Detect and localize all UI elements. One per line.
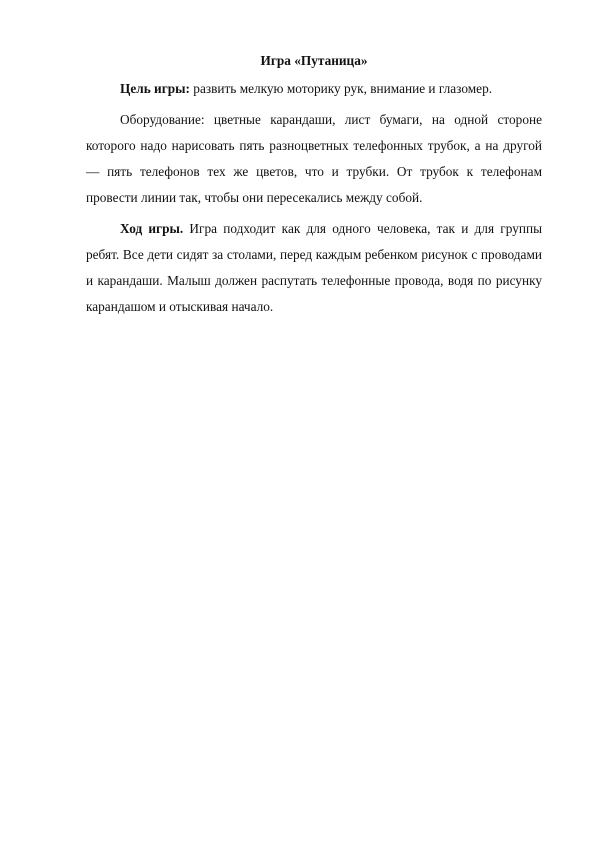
equipment-paragraph: Оборудование: цветные карандаши, лист бумаги, на одной стороне которого надо нарисовать пять разноцветных телефонных трубок, а на другой — пять телефонов тех же цветов, что и трубки. От трубок к телефонам провести линии так, чтобы они пересекались между собой. <box>86 112 542 205</box>
goal-label: Цель игры: <box>120 81 190 96</box>
procedure-text: Игра подходит как для одного человека, так и для группы ребят. Все дети сидят за столами, перед каждым ребенком рисунок с проводами и карандаши. Малыш должен распутать телефонные провода, водя по рисунку карандашом и отыскивая начало. <box>86 221 543 314</box>
document-body <box>86 52 542 325</box>
document-title: Игра «Путаница» <box>260 53 368 68</box>
goal-paragraph <box>86 76 542 102</box>
procedure-label: Ход игры. <box>120 221 184 236</box>
goal-text: развить мелкую моторику рук, внимание и глазомер. <box>189 81 493 96</box>
procedure-paragraph <box>86 216 542 320</box>
